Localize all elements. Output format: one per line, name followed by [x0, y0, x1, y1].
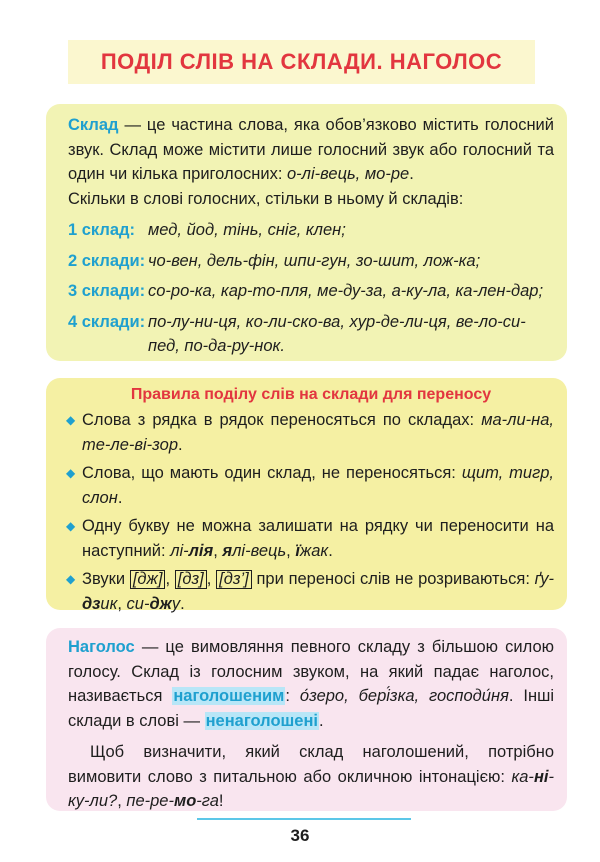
syllable-row-examples: чо-вен, дель-фін, шпи-гун, зо-шит, лож-ка; — [148, 251, 481, 270]
definition-examples: о-лі-вець, мо-ре — [287, 165, 410, 183]
syllable-row-2 — [68, 249, 554, 274]
stress-text: — це вимовляння певного складу з більшою силою голосу. Склад із голосним звуком, на який падає наголос, називається — [68, 638, 554, 705]
diamond-bullet-icon: ◆ — [66, 572, 76, 586]
term-syllable: Склад — [68, 116, 119, 134]
definition-text: — це частина слова, яка обов’язково містить голосний звук. Склад може містити лише голосний звук або голосний та один чи кілька приголосних: — [68, 116, 554, 183]
hyphenation-rules-card — [46, 378, 567, 613]
separator: , — [117, 594, 127, 613]
method-example-part: ка- — [511, 767, 534, 786]
syllable-definition — [68, 113, 554, 187]
diamond-bullet-icon: ◆ — [66, 519, 76, 533]
page-title: ПОДІЛ СЛІВ НА СКЛАДИ. НАГОЛОС — [100, 49, 503, 74]
method-example-bold: мо — [173, 792, 197, 810]
rules-title: Правила поділу слів на склади для переносу — [130, 386, 492, 403]
definition-end: . — [409, 165, 414, 183]
syllable-row-examples: со-ро-ка, кар-то-пля, ме-ду-за, а-ку-ла, ка-лен-дар; — [148, 282, 544, 300]
rule-text: Слова, що мають один склад, не переносяться: — [82, 464, 462, 482]
rule-examples: щит, тигр, слон — [82, 464, 554, 507]
rule-example-bold: ї — [295, 541, 300, 560]
footer-divider — [197, 818, 411, 820]
separator: , — [165, 570, 175, 588]
highlight-unstressed: ненаголошені — [205, 711, 319, 730]
rule-examples: ма-ли-на, те-ле-ві-зор — [82, 411, 554, 454]
rule-example-part: ґу- — [534, 570, 555, 588]
syllable-row-1 — [68, 218, 554, 243]
separator: , — [286, 541, 296, 560]
separator: : — [285, 687, 300, 705]
rule-end: . — [117, 488, 123, 507]
rule-text: Одну букву не можна залишати на рядку чи переносити на наступний: — [82, 517, 554, 560]
syllable-rule: Скільки в слові голосних, стільки в ньому й складів: — [68, 189, 464, 208]
method-example-part: -ку-ли? — [68, 767, 554, 810]
rule-example-bold: я — [222, 541, 233, 560]
syllable-definition-card — [46, 104, 567, 361]
page-number: 36 — [290, 826, 310, 845]
rule-item — [68, 514, 554, 563]
rule-example-part: лі- — [170, 541, 189, 560]
rule-example-bold: дз — [82, 594, 101, 613]
rule-example-part: си- — [126, 594, 150, 613]
rule-example-bold: дж — [149, 594, 172, 613]
sound-transcription: [дз] — [175, 570, 207, 589]
stress-definition — [68, 635, 554, 733]
stress-method — [68, 740, 554, 814]
rule-text: Звуки — [82, 570, 130, 588]
syllable-row-examples: мед, йод, тінь, сніг, клен; — [148, 221, 346, 239]
rule-example-part: жак — [299, 541, 329, 560]
rule-text: Слова з рядка в рядок переносяться по складах: — [82, 411, 482, 429]
rule-end: . — [180, 594, 185, 613]
rule-text: при переносі слів не розриваються: — [251, 570, 535, 588]
stress-definition-card — [46, 628, 567, 811]
method-example-bold: ні — [533, 767, 549, 786]
rule-example-part: лі-вець — [232, 541, 287, 560]
highlight-stressed: наголошеним — [173, 687, 285, 705]
separator: , — [206, 570, 217, 588]
stress-text: . Інші склади в слові — — [68, 687, 554, 730]
rule-item — [68, 408, 554, 457]
separator: , — [213, 541, 223, 560]
rule-item — [68, 567, 554, 616]
syllable-row-examples: по-лу-ни-ця, ко-ли-ско-ва, хур-де-ли-ця, ве-ло-си-пед, по-да-ру-нок. — [148, 312, 526, 355]
syllable-row-3 — [68, 279, 554, 304]
rule-end: . — [178, 435, 183, 454]
title-banner — [68, 40, 535, 84]
syllable-row-4 — [68, 310, 554, 359]
rule-end: . — [328, 541, 333, 560]
stress-end: . — [319, 711, 324, 730]
rule-item — [68, 461, 554, 510]
method-text: Щоб визначити, який склад наголошений, потрібно вимовити слово з питальною або окличною інтонацією: — [68, 743, 554, 786]
method-example-part: пе-ре- — [126, 792, 174, 810]
rule-example-part: ик — [100, 594, 118, 613]
method-example-part: -га — [196, 792, 219, 810]
syllable-row-label: 1 склад: — [68, 221, 136, 239]
sound-transcription: [дж] — [130, 570, 166, 589]
syllable-row-label: 3 склади: — [68, 282, 146, 300]
diamond-bullet-icon: ◆ — [66, 413, 76, 427]
rule-example-bold: лія — [188, 541, 214, 560]
diamond-bullet-icon: ◆ — [66, 466, 76, 480]
syllable-row-label: 2 склади: — [68, 251, 146, 270]
syllable-row-label: 4 склади: — [68, 312, 146, 331]
stress-examples: о́зеро, бері́зка, господи́ня — [299, 687, 509, 705]
separator: , — [117, 792, 127, 810]
term-stress: Наголос — [68, 638, 135, 656]
rule-example-part: у — [171, 594, 181, 613]
method-end: ! — [218, 792, 224, 810]
sound-transcription: [дз’] — [216, 570, 252, 589]
